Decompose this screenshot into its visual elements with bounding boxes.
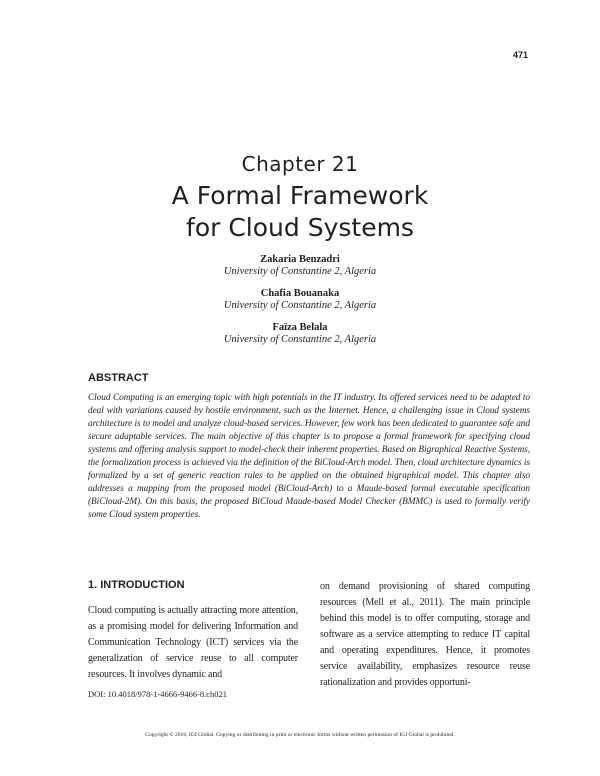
- introduction-left-column: Cloud computing is actually attracting more attention, as a promising model for delivering Information and Communication Technology (ICT) services via the generalization of service reuse to all computer resources. It involves dynamic and: [88, 605, 298, 680]
- abstract-text: Cloud Computing is an emerging topic with high potentials in the IT industry. Its offered services need to be adapted to deal with variations caused by hostile environment, such as the Internet. Hence, a challenging issue in Cloud systems architecture is to model and analyze cloud-based services. However, few work has been dedicated to guarantee safe and secure adaptable services. The main objective of this chapter is to propose a formal framework for specifying cloud systems and offering analysis support to model-check their inherent properties. Based on Bigraphical Reactive Systems, the formalization process is achieved via the definition of the BiCloud-Arch model. Then, cloud architecture dynamics is formalized by a set of generic reaction rules to be applied on the obtained bigraphical model. This chapter also addresses a mapping from the proposed model (BiCloud-Arch) to a Maude-based formal executable specification (BiCloud-2M). On this basis, the proposed BiCloud Maude-based Model Checker (BMMC) is used to formally verify some Cloud system properties.: [88, 393, 530, 520]
- author-affiliation: University of Constantine 2, Algeria: [223, 266, 377, 277]
- author-name: Chafia Bouanaka: [260, 288, 340, 299]
- page-number: 471: [512, 50, 528, 60]
- author-list: [0, 254, 600, 356]
- chapter-title-line-2: for Cloud Systems: [186, 213, 414, 242]
- author-name: Zakaria Benzadri: [260, 254, 340, 265]
- author-affiliation: University of Constantine 2, Algeria: [223, 334, 377, 345]
- introduction-heading: 1. INTRODUCTION: [88, 579, 185, 591]
- doi-link[interactable]: DOI: 10.4018/978-1-4666-9466-8.ch021: [88, 689, 228, 699]
- author-entry: [0, 288, 600, 312]
- chapter-title: [0, 180, 600, 244]
- author-name: Faïza Belala: [272, 322, 328, 333]
- chapter-label: Chapter 21: [241, 152, 359, 176]
- copyright-notice: Copyright © 2016, IGI Global. Copying or distributing in print or electronic forms without written permission of IGI Global is prohibited.: [145, 732, 455, 738]
- chapter-title-line-1: A Formal Framework: [171, 181, 429, 210]
- introduction-right-column: on demand provisioning of shared computing resources (Mell et al., 2011). The main principle behind this model is to offer computing, storage and software as a service attempting to reduce IT capital and operating expenditures. Hence, it promotes service availability, emphasizes resource reuse rationalization and provides opportuni-: [320, 581, 530, 688]
- author-entry: [0, 254, 600, 278]
- author-entry: [0, 322, 600, 346]
- author-affiliation: University of Constantine 2, Algeria: [223, 300, 377, 311]
- abstract-heading: ABSTRACT: [88, 372, 149, 384]
